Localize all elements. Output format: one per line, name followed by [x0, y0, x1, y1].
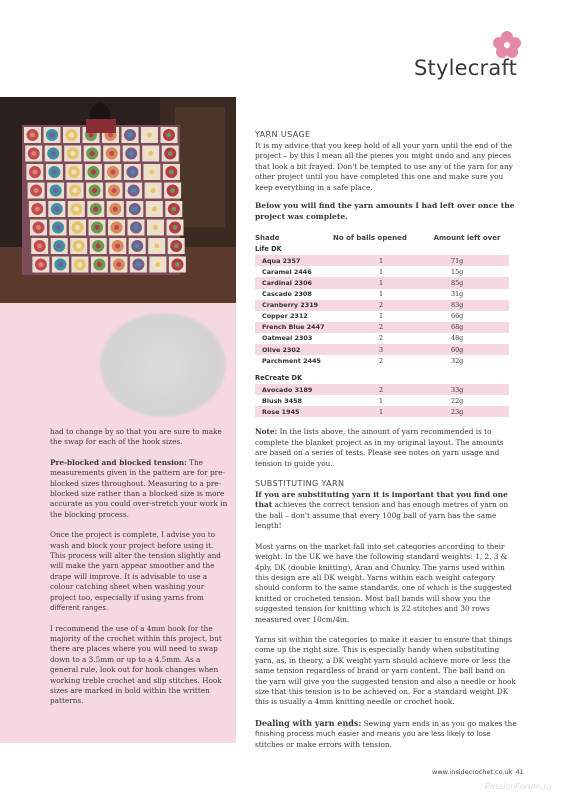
header-shade: Shade: [255, 234, 280, 243]
table-row: [255, 322, 509, 333]
paragraph: Most yarns on the market fall into set categories according to their weight. In the UK we have the following standard weights: 1, 2, 3 & 4ply, DK (double knitting), Aran and Chunky. The yarns used within this design are all DK weight. Yarns within each weight category should conform to the same standards, one of which is the suggested knitted or crocheted tension. Most ball bands will show you the suggested tension for knitting which is 22 stitches and 30 rows measured over 10cm/4in.: [255, 541, 512, 624]
cell-shade: Cascade 2308: [262, 290, 312, 299]
cell-shade: Caramel 2446: [262, 267, 312, 276]
paragraph: I recommend the use of a 4mm hook for the majority of the crochet within this project, but there are places where you will need to swap down to a 3.5mm or up to a 4.5mm. As a general rule, look out for hook changes when working treble crochet and slip stitches. Hook sizes are marked in bold within the written patterns.: [50, 623, 222, 706]
paragraph: [50, 458, 228, 520]
paragraph: Yarns sit within the categories to make it easier to ensure that things come up the right size. This is especially handy when substituting yarn, as, in theory, a DK weight yarn should achieve more or less the same tension regardless of brand or yarn content. The ball band on the yarn will give you the suggested tension and also a needle or hook size that this tension is to be achieved on. For a standard weight DK this is usually a 4mm knitting needle or crochet hook.: [255, 634, 516, 707]
group-label: ReCreate DK: [255, 374, 303, 383]
cell-shade: Copper 2312: [262, 312, 308, 321]
table-row: [255, 289, 509, 300]
cell-balls: 1: [378, 312, 384, 321]
cell-shade: Cardinal 2306: [262, 278, 312, 287]
paragraph-text: Sewing yarn ends in as you go makes the: [361, 718, 517, 728]
cell-left: 71g: [451, 256, 464, 265]
cell-left: 23g: [451, 407, 464, 416]
paragraph-text: stitches or make errors with tension.: [255, 739, 392, 749]
cell-balls: 1: [378, 267, 384, 276]
table-row: [255, 311, 509, 322]
stylecraft-logo: [410, 30, 530, 85]
cell-left: 33g: [451, 385, 464, 394]
note-text: In the lists above, the amount of yarn recommended is to complete the blanket project as in my original layout. The amounts are based on a series of tests. Please see notes on yarn usage and tension to guide you.: [255, 427, 504, 468]
bold-lead: If you are substituting yarn it is important that you find one that: [255, 490, 508, 510]
brand-name: Stylecraft: [414, 56, 518, 80]
cell-balls: 1: [378, 290, 384, 299]
cell-balls: 2: [378, 334, 384, 343]
right-column: [255, 130, 517, 750]
blurred-image-placeholder: [100, 313, 226, 417]
paragraph-text: The measurements given in the pattern are for pre-blocked sizes throughout. Measuring to a pre-blocked size rather than a blocked size is more accurate as you could over-stretch your work in the blocking process.: [50, 457, 228, 519]
cell-left: 60g: [451, 345, 464, 354]
cell-balls: 1: [378, 407, 384, 416]
group-label: Life DK: [255, 245, 282, 254]
table-row: [255, 277, 509, 288]
cell-left: 66g: [451, 312, 464, 321]
footer-url: www.insidecrochet.co.uk: [432, 768, 513, 776]
subheading: Pre-blocked and blocked tension:: [50, 457, 187, 467]
table-header: [255, 232, 509, 244]
cell-shade: Blush 3458: [262, 396, 302, 405]
highlighted-text: finishing process much easier and means you are less likely to lose: [255, 730, 491, 739]
life-rows: [255, 255, 509, 366]
table-row: [255, 406, 509, 417]
table-row: [255, 355, 509, 366]
note-paragraph: [255, 427, 517, 469]
cell-shade: Oatmeal 2303: [262, 334, 313, 343]
cell-left: 32g: [451, 356, 464, 365]
paragraph: It is my advice that you keep hold of all your yarn until the end of the project – by this I mean all the pieces you might undo and any pieces that look a bit frayed. Don't be tempted to use any of the yarn for any other project until you have completed this one and make sure you keep everything in a safe place.: [255, 141, 513, 192]
cell-balls: 2: [378, 385, 384, 394]
table-row: [255, 395, 509, 406]
cell-balls: 2: [378, 301, 384, 310]
cell-balls: 1: [378, 256, 384, 265]
cell-balls: 1: [378, 396, 384, 405]
cell-left: 85g: [451, 278, 464, 287]
paragraph: [50, 530, 228, 613]
recreate-rows: [255, 384, 509, 417]
table-row: [255, 266, 509, 277]
ends-label: Dealing with yarn ends:: [255, 717, 362, 728]
cell-left: 83g: [451, 301, 464, 310]
page-number: 41: [515, 768, 524, 776]
section-heading: SUBSTITUTING YARN: [255, 479, 345, 489]
blanket-photo-art: [0, 97, 236, 303]
cell-left: 48g: [451, 334, 464, 343]
cell-shade: Parchment 2445: [262, 356, 321, 365]
table-row: [255, 384, 509, 395]
page-footer: [432, 768, 524, 776]
cell-balls: 2: [378, 356, 384, 365]
paragraph-text: achieves the correct tension and has enough metres of yarn on the ball – don't assume that every 100g ball of yarn has the same length!: [255, 500, 509, 531]
paragraph: had to change by so that you are sure to make the swap for each of the hook sizes.: [50, 427, 222, 447]
table-row: [255, 344, 509, 355]
cell-left: 31g: [451, 290, 464, 299]
bold-lead: Below you will find the yarn amounts I had left over once the project was complete.: [255, 201, 515, 221]
watermark: PassionForum.ru: [485, 782, 552, 791]
paragraph: [255, 718, 517, 750]
blanket-photo: [0, 97, 236, 303]
cell-left: 22g: [451, 396, 464, 405]
cell-shade: Rose 1945: [262, 407, 300, 416]
cell-shade: Cranberry 2319: [262, 301, 319, 310]
header-left: Amount left over: [433, 234, 501, 243]
cell-left: 68g: [451, 323, 464, 332]
cell-balls: 2: [378, 323, 384, 332]
cell-shade: Olive 2302: [262, 345, 301, 354]
paragraph: [255, 490, 517, 532]
note-label: Note:: [255, 427, 278, 437]
highlighted-text: different ranges.: [50, 604, 109, 613]
section-heading: YARN USAGE: [255, 130, 311, 139]
yarn-table: [255, 232, 509, 417]
cell-left: 15g: [451, 267, 464, 276]
left-column: [50, 427, 228, 717]
cell-balls: 1: [378, 278, 384, 287]
table-row: [255, 300, 509, 311]
cell-balls: 3: [378, 345, 384, 354]
table-row: [255, 333, 509, 344]
header-balls: No of balls opened: [333, 234, 407, 243]
cell-shade: French Blue 2447: [262, 323, 325, 332]
cell-shade: Avocado 3189: [262, 385, 313, 394]
table-row: [255, 255, 509, 266]
cell-shade: Aqua 2357: [262, 256, 301, 265]
paragraph-text: Once the project is complete, I advise you to wash and block your project before using it. This process will alter the tension slightly and will make the yarn appear smoother and the drape will improve. It is advisable to use a colour catching sheet when washing your project too, especially if using yarns from: [50, 530, 221, 602]
